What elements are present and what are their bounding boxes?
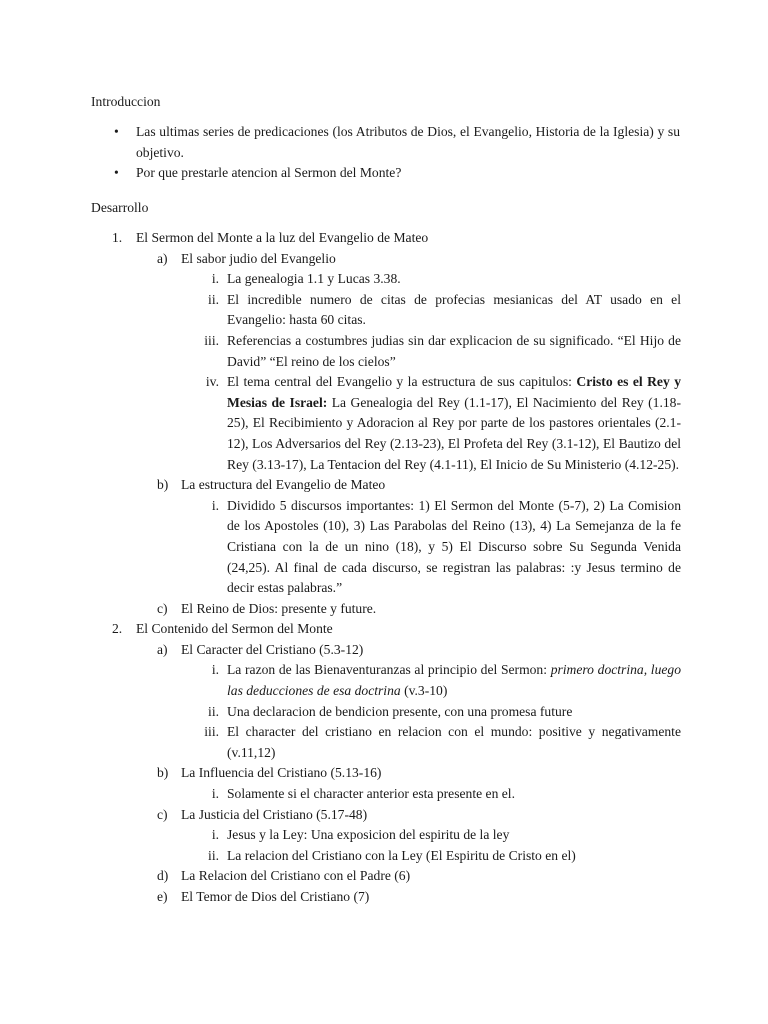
subsection-2c-title: c) La Justicia del Cristiano (5.17-48) [91,805,681,826]
list-item: i. La razon de las Bienaventuranzas al principio del Sermon: primero doctrina, luego las deducciones de esa doctrina (v.3-10) [211,662,681,699]
desarrollo-heading: Desarrollo [91,200,149,215]
list-item: i. Dividido 5 discursos importantes: 1) El Sermon del Monte (5-7), 2) La Comision de los Apostoles (10), 3) Las Parabolas del Reino (13), 4) La Semejanza de la fe Cristiana con la de un nino (18), y 5) El Discurso sobre Su Segunda Venida (24,25). Al final de cada discurso, se registran las palabras: :y Jesus termino de decir estas palabras.” [211,497,681,596]
intro-bullet-list [114,122,680,184]
subsection-1c-title: c) El Reino de Dios: presente y future. [91,599,681,620]
subsection-1b-title: b) La estructura del Evangelio de Mateo [91,475,681,496]
subsection-marker: a) [157,250,168,266]
list-item: ii. El incredible numero de citas de profecias mesianicas del AT usado en el Evangelio: hasta 60 citas. [208,291,681,328]
bullet-icon: • [114,165,119,181]
subsection-marker: e) [157,889,168,904]
italic-emphasis: primero doctrina, luego las deducciones de esa doctrina [227,662,681,699]
list-item: iv. El tema central del Evangelio y la estructura de sus capitulos: Cristo es el Rey y Mesias de Israel: La Genealogia del Rey (1.1-17), El Nacimiento del Rey (1.18-25), El Recibimiento y Adoracion al Rey por parte de los pastores orientales (2.1-12), Los Adversarios del Rey (2.13-23), El Profeta del Rey (3.1-12), El Bautizo del Rey (3.13-17), La Tentacion del Rey (4.1-11), El Inicio de Su Ministerio (4.12-25). [205,374,681,472]
subsection-marker: b) [157,477,169,493]
subsection-marker: b) [157,765,169,781]
list-item: ii. La relacion del Cristiano con la Ley (El Espiritu de Cristo en el) [208,847,576,863]
bold-emphasis: Cristo es el Rey y Mesias de Israel: [227,374,681,410]
list-item [114,163,680,184]
outline-body [91,228,681,908]
list-item [114,122,680,163]
subsection-2a-title: a) El Caracter del Cristiano (5.3-12) [91,640,681,661]
list-item: iii. El character del cristiano en relacion con el mundo: positive y negativamente (v.11,12) [204,724,681,760]
list-item: i. Jesus y la Ley: Una exposicion del espiritu de la ley [211,827,510,843]
section-2-title: 2. El Contenido del Sermon del Monte [91,619,681,640]
section-number: 2. [112,621,123,637]
subsection-2e-title: e) El Temor de Dios del Cristiano (7) [91,887,681,908]
list-item: i. La genealogia 1.1 y Lucas 3.38. [211,271,401,287]
subsection-2b-title: b) La Influencia del Cristiano (5.13-16) [91,763,681,784]
subsection-2d-title: d) La Relacion del Cristiano con el Padre (6) [91,866,681,887]
subsection-1a-title: a) El sabor judio del Evangelio [91,249,681,270]
subsection-marker: c) [157,806,168,822]
list-item: iii. Referencias a costumbres judias sin dar explicacion de su significado. “El Hijo de David” “El reino de los cielos” [204,332,681,369]
section-number: 1. [112,230,123,245]
bullet-text: Las ultimas series de predicaciones (los Atributos de Dios, el Evangelio, Historia de la Iglesia) y su objetivo. [136,124,680,160]
bullet-icon: • [114,124,119,139]
section-1-title: 1. El Sermon del Monte a la luz del Evangelio de Mateo [91,228,681,249]
intro-heading: Introduccion [91,94,161,109]
list-item: i. Solamente si el character anterior esta presente en el. [211,786,515,802]
bullet-text: Por que prestarle atencion al Sermon del Monte? [136,165,402,181]
list-item: ii. Una declaracion de bendicion presente, con una promesa future [208,703,573,719]
subsection-marker: c) [157,600,168,616]
subsection-marker: a) [157,641,168,657]
subsection-marker: d) [157,868,169,884]
